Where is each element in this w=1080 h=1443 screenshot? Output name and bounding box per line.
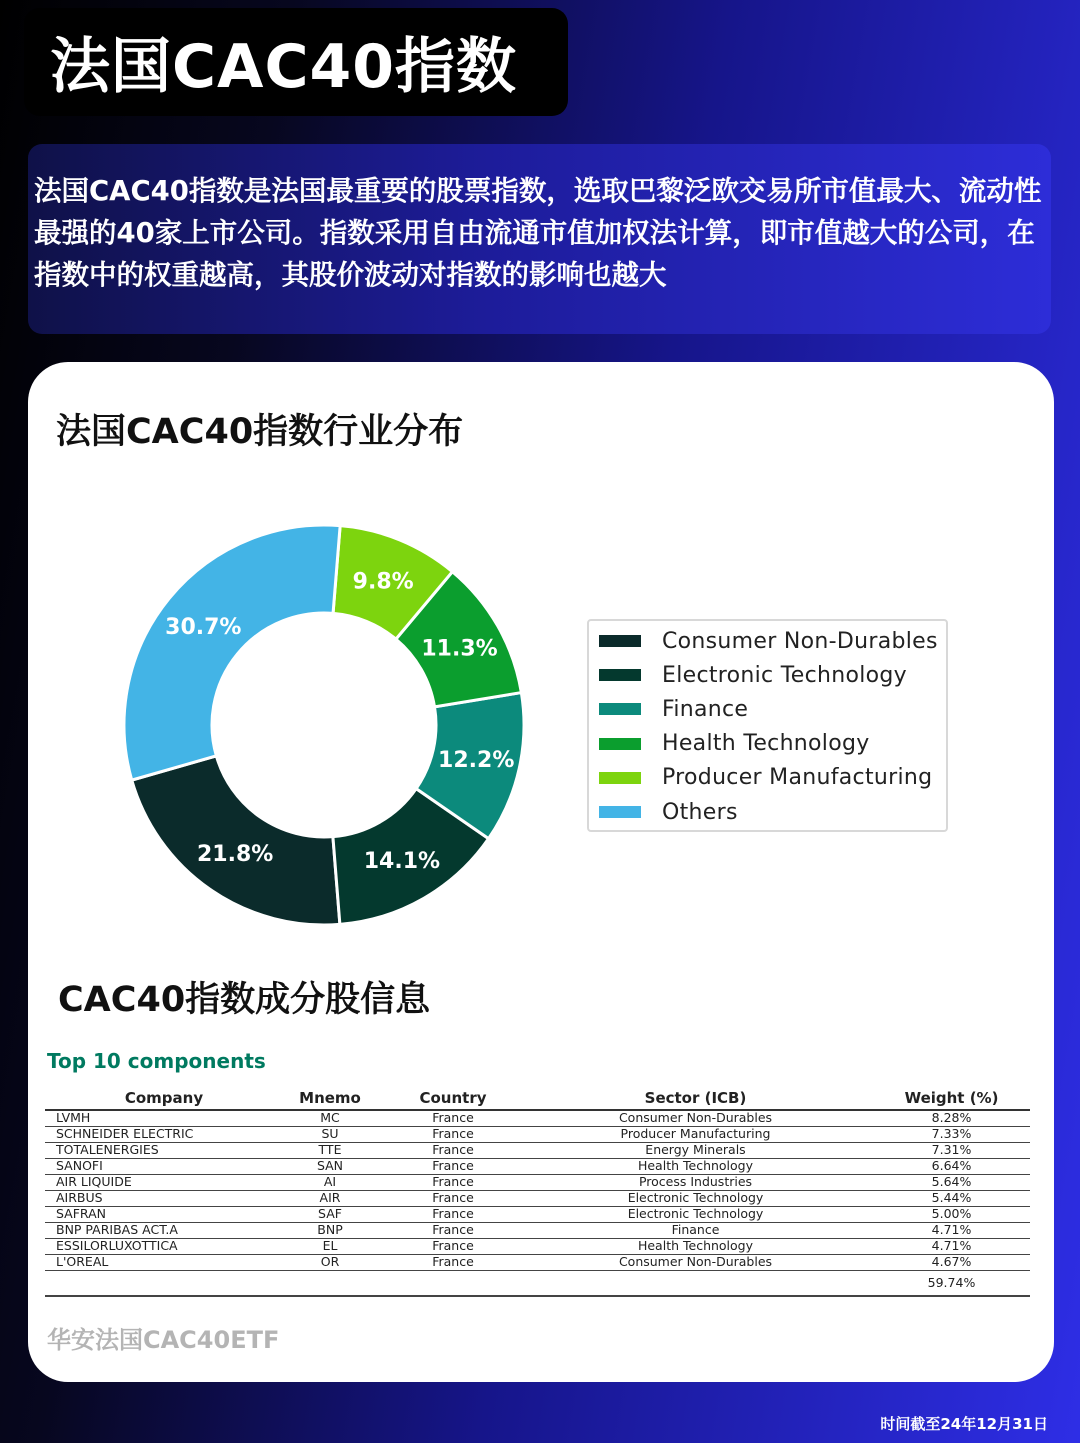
legend-item [599, 692, 946, 726]
legend-label: Finance [662, 696, 749, 722]
cell-sector: Health Technology [518, 1158, 873, 1174]
legend-item [599, 761, 946, 795]
cell-weight: 5.64% [873, 1174, 1030, 1190]
cell-sector: Process Industries [518, 1174, 873, 1190]
cell-mnemo: OR [272, 1254, 388, 1270]
legend-swatch [599, 738, 641, 750]
legend-label: Electronic Technology [662, 662, 907, 688]
cell-country: France [388, 1206, 518, 1222]
cell-sector: Finance [518, 1222, 873, 1238]
legend-item [599, 658, 946, 692]
legend-swatch [599, 635, 641, 647]
cell-company: BNP PARIBAS ACT.A [45, 1222, 272, 1238]
sector-donut-chart [88, 500, 548, 950]
cell-country: France [388, 1158, 518, 1174]
cell-sector: Consumer Non-Durables [518, 1254, 873, 1270]
cell-mnemo: SAN [272, 1158, 388, 1174]
cell-company: L'OREAL [45, 1254, 272, 1270]
cell-sector: Consumer Non-Durables [518, 1110, 873, 1126]
cell-mnemo: AIR [272, 1190, 388, 1206]
total-weight: 59.74% [873, 1270, 1030, 1296]
cell-mnemo: AI [272, 1174, 388, 1190]
cell-company: TOTALENERGIES [45, 1142, 272, 1158]
cell-country: France [388, 1222, 518, 1238]
page-title: 法国CAC40指数 [50, 32, 517, 102]
cell-weight: 7.33% [873, 1126, 1030, 1142]
legend-item [599, 795, 946, 829]
table-row [45, 1222, 1030, 1238]
cell-sector: Health Technology [518, 1238, 873, 1254]
donut-slice [132, 756, 340, 925]
slice-label: 21.8% [196, 842, 274, 868]
table-row [45, 1110, 1030, 1126]
table-row [45, 1142, 1030, 1158]
cell-company: LVMH [45, 1110, 272, 1126]
slice-label: 11.3% [421, 636, 498, 662]
donut-slice [124, 525, 340, 780]
table-row [45, 1126, 1030, 1142]
cell-weight: 4.71% [873, 1238, 1030, 1254]
cell-weight: 4.71% [873, 1222, 1030, 1238]
cell-sector: Electronic Technology [518, 1206, 873, 1222]
cell-country: France [388, 1174, 518, 1190]
cell-sector: Electronic Technology [518, 1190, 873, 1206]
cell-weight: 6.64% [873, 1158, 1030, 1174]
cell-company: SAFRAN [45, 1206, 272, 1222]
legend-swatch [599, 703, 641, 715]
table-row [45, 1254, 1030, 1270]
table-row [45, 1158, 1030, 1174]
legend-label: Health Technology [662, 731, 870, 757]
table-total-row [45, 1270, 1030, 1296]
col-header-sector: Sector (ICB) [518, 1086, 873, 1110]
slice-label: 12.2% [438, 748, 515, 774]
col-header-country: Country [388, 1086, 518, 1110]
cell-weight: 8.28% [873, 1110, 1030, 1126]
cell-mnemo: MC [272, 1110, 388, 1126]
cell-sector: Producer Manufacturing [518, 1126, 873, 1142]
legend-item [599, 624, 946, 658]
components-section-title: CAC40指数成分股信息 [58, 980, 431, 1020]
date-note: 时间截至24年12月31日 [880, 1415, 1048, 1433]
chart-legend [587, 619, 948, 832]
table-row [45, 1206, 1030, 1222]
slice-label: 14.1% [363, 849, 441, 875]
table-row [45, 1174, 1030, 1190]
col-header-mnemo: Mnemo [272, 1086, 388, 1110]
legend-item [599, 727, 946, 761]
cell-company: ESSILORLUXOTTICA [45, 1238, 272, 1254]
table-row [45, 1238, 1030, 1254]
sector-chart-title: 法国CAC40指数行业分布 [56, 412, 464, 452]
components-table [45, 1086, 1030, 1297]
fund-name: 华安法国CAC40ETF [47, 1326, 280, 1354]
cell-mnemo: TTE [272, 1142, 388, 1158]
col-header-weight: Weight (%) [873, 1086, 1030, 1110]
legend-swatch [599, 772, 641, 784]
cell-mnemo: BNP [272, 1222, 388, 1238]
legend-label: Others [662, 799, 738, 825]
cell-company: SANOFI [45, 1158, 272, 1174]
cell-weight: 5.44% [873, 1190, 1030, 1206]
col-header-company: Company [45, 1086, 272, 1110]
cell-company: AIRBUS [45, 1190, 272, 1206]
cell-company: SCHNEIDER ELECTRIC [45, 1126, 272, 1142]
cell-company: AIR LIQUIDE [45, 1174, 272, 1190]
intro-text: 法国CAC40指数是法国最重要的股票指数，选取巴黎泛欧交易所市值最大、流动性最强的40家上市公司。指数采用自由流通市值加权法计算，即市值越大的公司，在指数中的权重越高，其股价波动对指数的影响也越大 [34, 175, 1042, 291]
cell-weight: 4.67% [873, 1254, 1030, 1270]
table-header-row [45, 1086, 1030, 1110]
legend-swatch [599, 806, 641, 818]
cell-country: France [388, 1126, 518, 1142]
title-banner [24, 8, 568, 116]
intro-panel [28, 144, 1051, 334]
cell-mnemo: SAF [272, 1206, 388, 1222]
cell-country: France [388, 1110, 518, 1126]
cell-sector: Energy Minerals [518, 1142, 873, 1158]
cell-country: France [388, 1142, 518, 1158]
cell-country: France [388, 1238, 518, 1254]
components-table-title: Top 10 components [47, 1049, 266, 1073]
cell-weight: 5.00% [873, 1206, 1030, 1222]
cell-weight: 7.31% [873, 1142, 1030, 1158]
slice-label: 9.8% [352, 569, 414, 595]
table-row [45, 1190, 1030, 1206]
legend-label: Producer Manufacturing [662, 765, 933, 791]
cell-mnemo: SU [272, 1126, 388, 1142]
cell-mnemo: EL [272, 1238, 388, 1254]
legend-swatch [599, 669, 641, 681]
legend-label: Consumer Non-Durables [662, 628, 938, 654]
cell-country: France [388, 1254, 518, 1270]
table-body [45, 1110, 1030, 1296]
cell-country: France [388, 1190, 518, 1206]
slice-label: 30.7% [165, 615, 242, 641]
